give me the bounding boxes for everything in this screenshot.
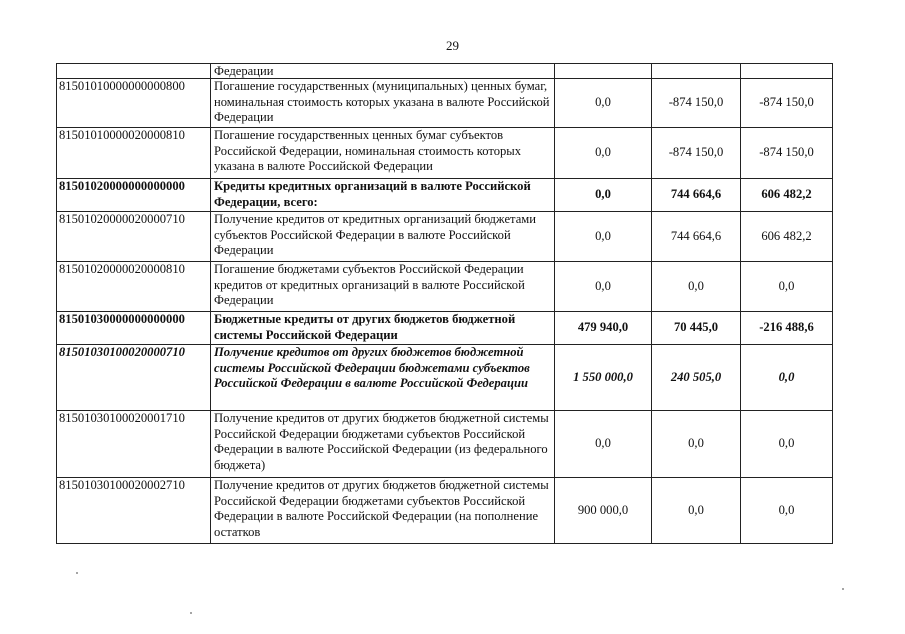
table-row (57, 312, 833, 345)
row-value-1: 0,0 (555, 262, 652, 312)
table-row (57, 411, 833, 478)
row-value-2 (652, 64, 741, 79)
row-value-3: 606 482,2 (741, 179, 833, 212)
row-value-3: -874 150,0 (741, 128, 833, 179)
row-code: 81501020000020000810 (57, 262, 211, 312)
row-value-3: 0,0 (741, 345, 833, 411)
row-value-2: 0,0 (652, 411, 741, 478)
row-code: 81501030100020002710 (57, 478, 211, 544)
row-value-2: -874 150,0 (652, 79, 741, 128)
row-value-3: -874 150,0 (741, 79, 833, 128)
scan-speck (190, 612, 192, 614)
page-number: 29 (446, 38, 459, 53)
budget-sources-table (56, 63, 833, 544)
row-value-1: 900 000,0 (555, 478, 652, 544)
row-value-2: 744 664,6 (652, 212, 741, 262)
row-value-3 (741, 64, 833, 79)
row-value-2: 744 664,6 (652, 179, 741, 212)
row-name: Получение кредитов от других бюджетов бюджетной системы Российской Федерации бюджетами субъектов Российской Федерации в валюте Российской Федерации (из федерального бюджета) (211, 411, 555, 478)
row-value-1: 479 940,0 (555, 312, 652, 345)
row-code: 81501030100020001710 (57, 411, 211, 478)
table-row (57, 179, 833, 212)
scan-speck (842, 588, 844, 590)
row-value-2: -874 150,0 (652, 128, 741, 179)
row-value-1 (555, 64, 652, 79)
row-name: Погашение государственных ценных бумаг субъектов Российской Федерации, номинальная стоимость которых указана в валюте Российской Федерации (211, 128, 555, 179)
row-name: Погашение государственных (муниципальных) ценных бумаг, номинальная стоимость которых указана в валюте Российской Федерации (211, 79, 555, 128)
scan-speck (76, 572, 78, 574)
row-value-3: -216 488,6 (741, 312, 833, 345)
row-code: 81501010000020000810 (57, 128, 211, 179)
row-value-1: 0,0 (555, 179, 652, 212)
table-row (57, 128, 833, 179)
row-value-2: 0,0 (652, 478, 741, 544)
row-name: Бюджетные кредиты от других бюджетов бюджетной системы Российской Федерации (211, 312, 555, 345)
row-value-3: 0,0 (741, 478, 833, 544)
row-value-3: 0,0 (741, 411, 833, 478)
row-code: 81501030000000000000 (57, 312, 211, 345)
row-code (57, 64, 211, 79)
row-value-1: 0,0 (555, 212, 652, 262)
row-value-2: 240 505,0 (652, 345, 741, 411)
row-value-3: 606 482,2 (741, 212, 833, 262)
row-name: Федерации (211, 64, 555, 79)
row-name: Получение кредитов от кредитных организаций бюджетами субъектов Российской Федерации в валюте Российской Федерации (211, 212, 555, 262)
row-value-1: 0,0 (555, 79, 652, 128)
row-name: Получение кредитов от других бюджетов бюджетной системы Российской Федерации бюджетами субъектов Российской Федерации в валюте Российской Федерации (211, 345, 555, 411)
table-row (57, 262, 833, 312)
row-name: Погашение бюджетами субъектов Российской Федерации кредитов от кредитных организаций в валюте Российской Федерации (211, 262, 555, 312)
row-code: 81501020000020000710 (57, 212, 211, 262)
row-code: 81501010000000000800 (57, 79, 211, 128)
row-value-1: 0,0 (555, 128, 652, 179)
table-row (57, 478, 833, 544)
row-value-1: 0,0 (555, 411, 652, 478)
row-value-2: 70 445,0 (652, 312, 741, 345)
row-name: Получение кредитов от других бюджетов бюджетной системы Российской Федерации бюджетами субъектов Российской Федерации в валюте Российской Федерации (на пополнение остатков (211, 478, 555, 544)
row-value-2: 0,0 (652, 262, 741, 312)
row-code: 81501030100020000710 (57, 345, 211, 411)
row-code: 81501020000000000000 (57, 179, 211, 212)
table-row (57, 345, 833, 411)
table-row (57, 212, 833, 262)
table-row (57, 64, 833, 79)
row-value-1: 1 550 000,0 (555, 345, 652, 411)
row-value-3: 0,0 (741, 262, 833, 312)
row-name: Кредиты кредитных организаций в валюте Российской Федерации, всего: (211, 179, 555, 212)
table-row (57, 79, 833, 128)
